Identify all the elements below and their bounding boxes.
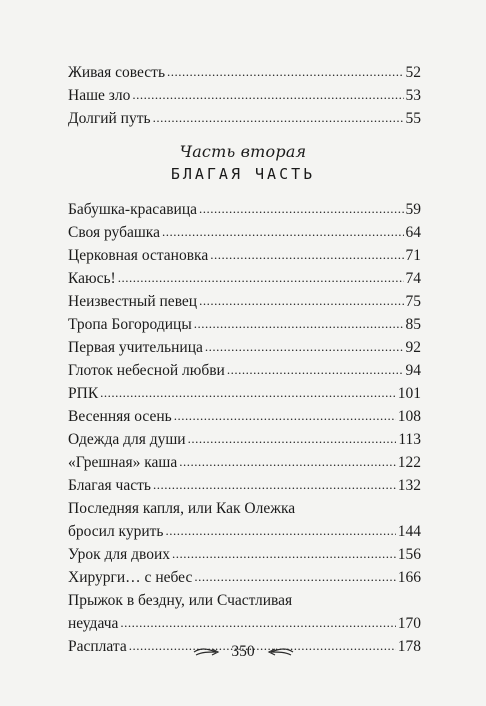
entry-title: Своя рубашка (68, 224, 160, 241)
toc-entry[interactable] (68, 267, 421, 290)
entry-page: 113 (398, 431, 421, 448)
entry-page: 74 (405, 270, 421, 287)
entry-page: 94 (405, 362, 421, 379)
entry-title: Каюсь! (68, 270, 116, 287)
toc-entry[interactable] (68, 336, 421, 359)
toc-entry[interactable] (68, 566, 421, 589)
entry-title: Весенняя осень (68, 408, 172, 425)
arrow-flourish-icon (265, 646, 295, 658)
entry-page: 75 (405, 293, 421, 310)
toc-entry[interactable] (68, 428, 421, 451)
toc-entry[interactable] (68, 244, 421, 267)
part-label: Часть вторая (179, 142, 307, 161)
toc-entry[interactable] (68, 313, 421, 336)
dot-leader (199, 289, 403, 312)
toc-part-two (68, 198, 421, 658)
dot-leader (210, 243, 403, 266)
toc-entry[interactable] (68, 405, 421, 428)
toc-entry[interactable] (68, 84, 421, 107)
entry-title-line1: Последняя капля, или Как Олежка (68, 500, 296, 517)
entry-page: 53 (405, 87, 421, 104)
entry-page: 144 (397, 523, 421, 540)
page-number: 350 (231, 643, 255, 661)
toc-entry[interactable] (68, 382, 421, 405)
entry-page: 122 (397, 454, 421, 471)
dot-leader (188, 427, 397, 450)
toc-entry[interactable] (68, 198, 421, 221)
toc-entry-multiline[interactable] (68, 589, 421, 635)
entry-title-line2-row (68, 612, 421, 635)
toc-entry[interactable] (68, 474, 421, 497)
toc-entry[interactable] (68, 221, 421, 244)
entry-page: 92 (405, 339, 421, 356)
entry-title: Урок для двоих (68, 546, 171, 563)
entry-title: Одежда для души (68, 431, 186, 448)
entry-title: Церковная остановка (68, 247, 209, 264)
entry-page: 59 (405, 201, 421, 218)
dot-leader (166, 519, 396, 542)
dot-leader (194, 312, 404, 335)
entry-title: Хирурги… с небес (68, 569, 193, 586)
dot-leader (167, 60, 403, 83)
toc-entry[interactable] (68, 359, 421, 382)
entry-title: Первая учительница (68, 339, 203, 356)
entry-title: РПК (68, 385, 99, 402)
toc-entry[interactable] (68, 290, 421, 313)
toc-entry-multiline[interactable] (68, 497, 421, 543)
dot-leader (153, 473, 396, 496)
entry-page: 55 (405, 110, 421, 127)
dot-leader (153, 106, 404, 129)
entry-page: 156 (397, 546, 421, 563)
entry-title-line1: Прыжок в бездну, или Счастливая (68, 592, 293, 609)
toc-entry[interactable] (68, 61, 421, 84)
entry-page: 64 (405, 224, 421, 241)
toc-entry[interactable] (68, 107, 421, 130)
entry-page: 132 (397, 477, 421, 494)
entry-page: 170 (397, 615, 421, 632)
entry-title: Долгий путь (68, 110, 151, 127)
entry-page: 85 (405, 316, 421, 333)
dot-leader (132, 83, 403, 106)
dot-leader (205, 335, 404, 358)
toc-entry[interactable] (68, 543, 421, 566)
dot-leader (227, 358, 404, 381)
entry-title-line2: неудача (68, 615, 119, 632)
dot-leader (172, 542, 396, 565)
entry-title-line2-row (68, 520, 421, 543)
entry-title: Расплата (68, 638, 127, 655)
toc-entry[interactable] (68, 451, 421, 474)
dot-leader (118, 266, 404, 289)
entry-title: Тропа Богородицы (68, 316, 192, 333)
entry-title: «Грешная» каша (68, 454, 178, 471)
entry-page: 166 (397, 569, 421, 586)
entry-page: 71 (405, 247, 421, 264)
entry-title: Наше зло (68, 87, 131, 104)
entry-title: Благая часть (68, 477, 151, 494)
dot-leader (120, 611, 395, 634)
toc-part-one-tail (68, 61, 421, 130)
entry-title-line2: бросил курить (68, 523, 164, 540)
part-title: БЛАГАЯ ЧАСТЬ (170, 165, 316, 183)
entry-page: 108 (397, 408, 421, 425)
page-footer (0, 643, 486, 661)
entry-title: Глоток небесной любви (68, 362, 225, 379)
dot-leader (174, 404, 396, 427)
entry-page: 178 (397, 638, 421, 655)
dot-leader (199, 197, 404, 220)
entry-page: 101 (397, 385, 421, 402)
entry-title: Живая совесть (68, 64, 166, 81)
dot-leader (162, 220, 404, 243)
dot-leader (194, 565, 395, 588)
entry-title: Неизвестный певец (68, 293, 198, 310)
dot-leader (100, 381, 396, 404)
arrow-flourish-icon (192, 646, 222, 658)
entry-title: Бабушка-красавица (68, 201, 197, 218)
dot-leader (179, 450, 396, 473)
entry-page: 52 (405, 64, 421, 81)
